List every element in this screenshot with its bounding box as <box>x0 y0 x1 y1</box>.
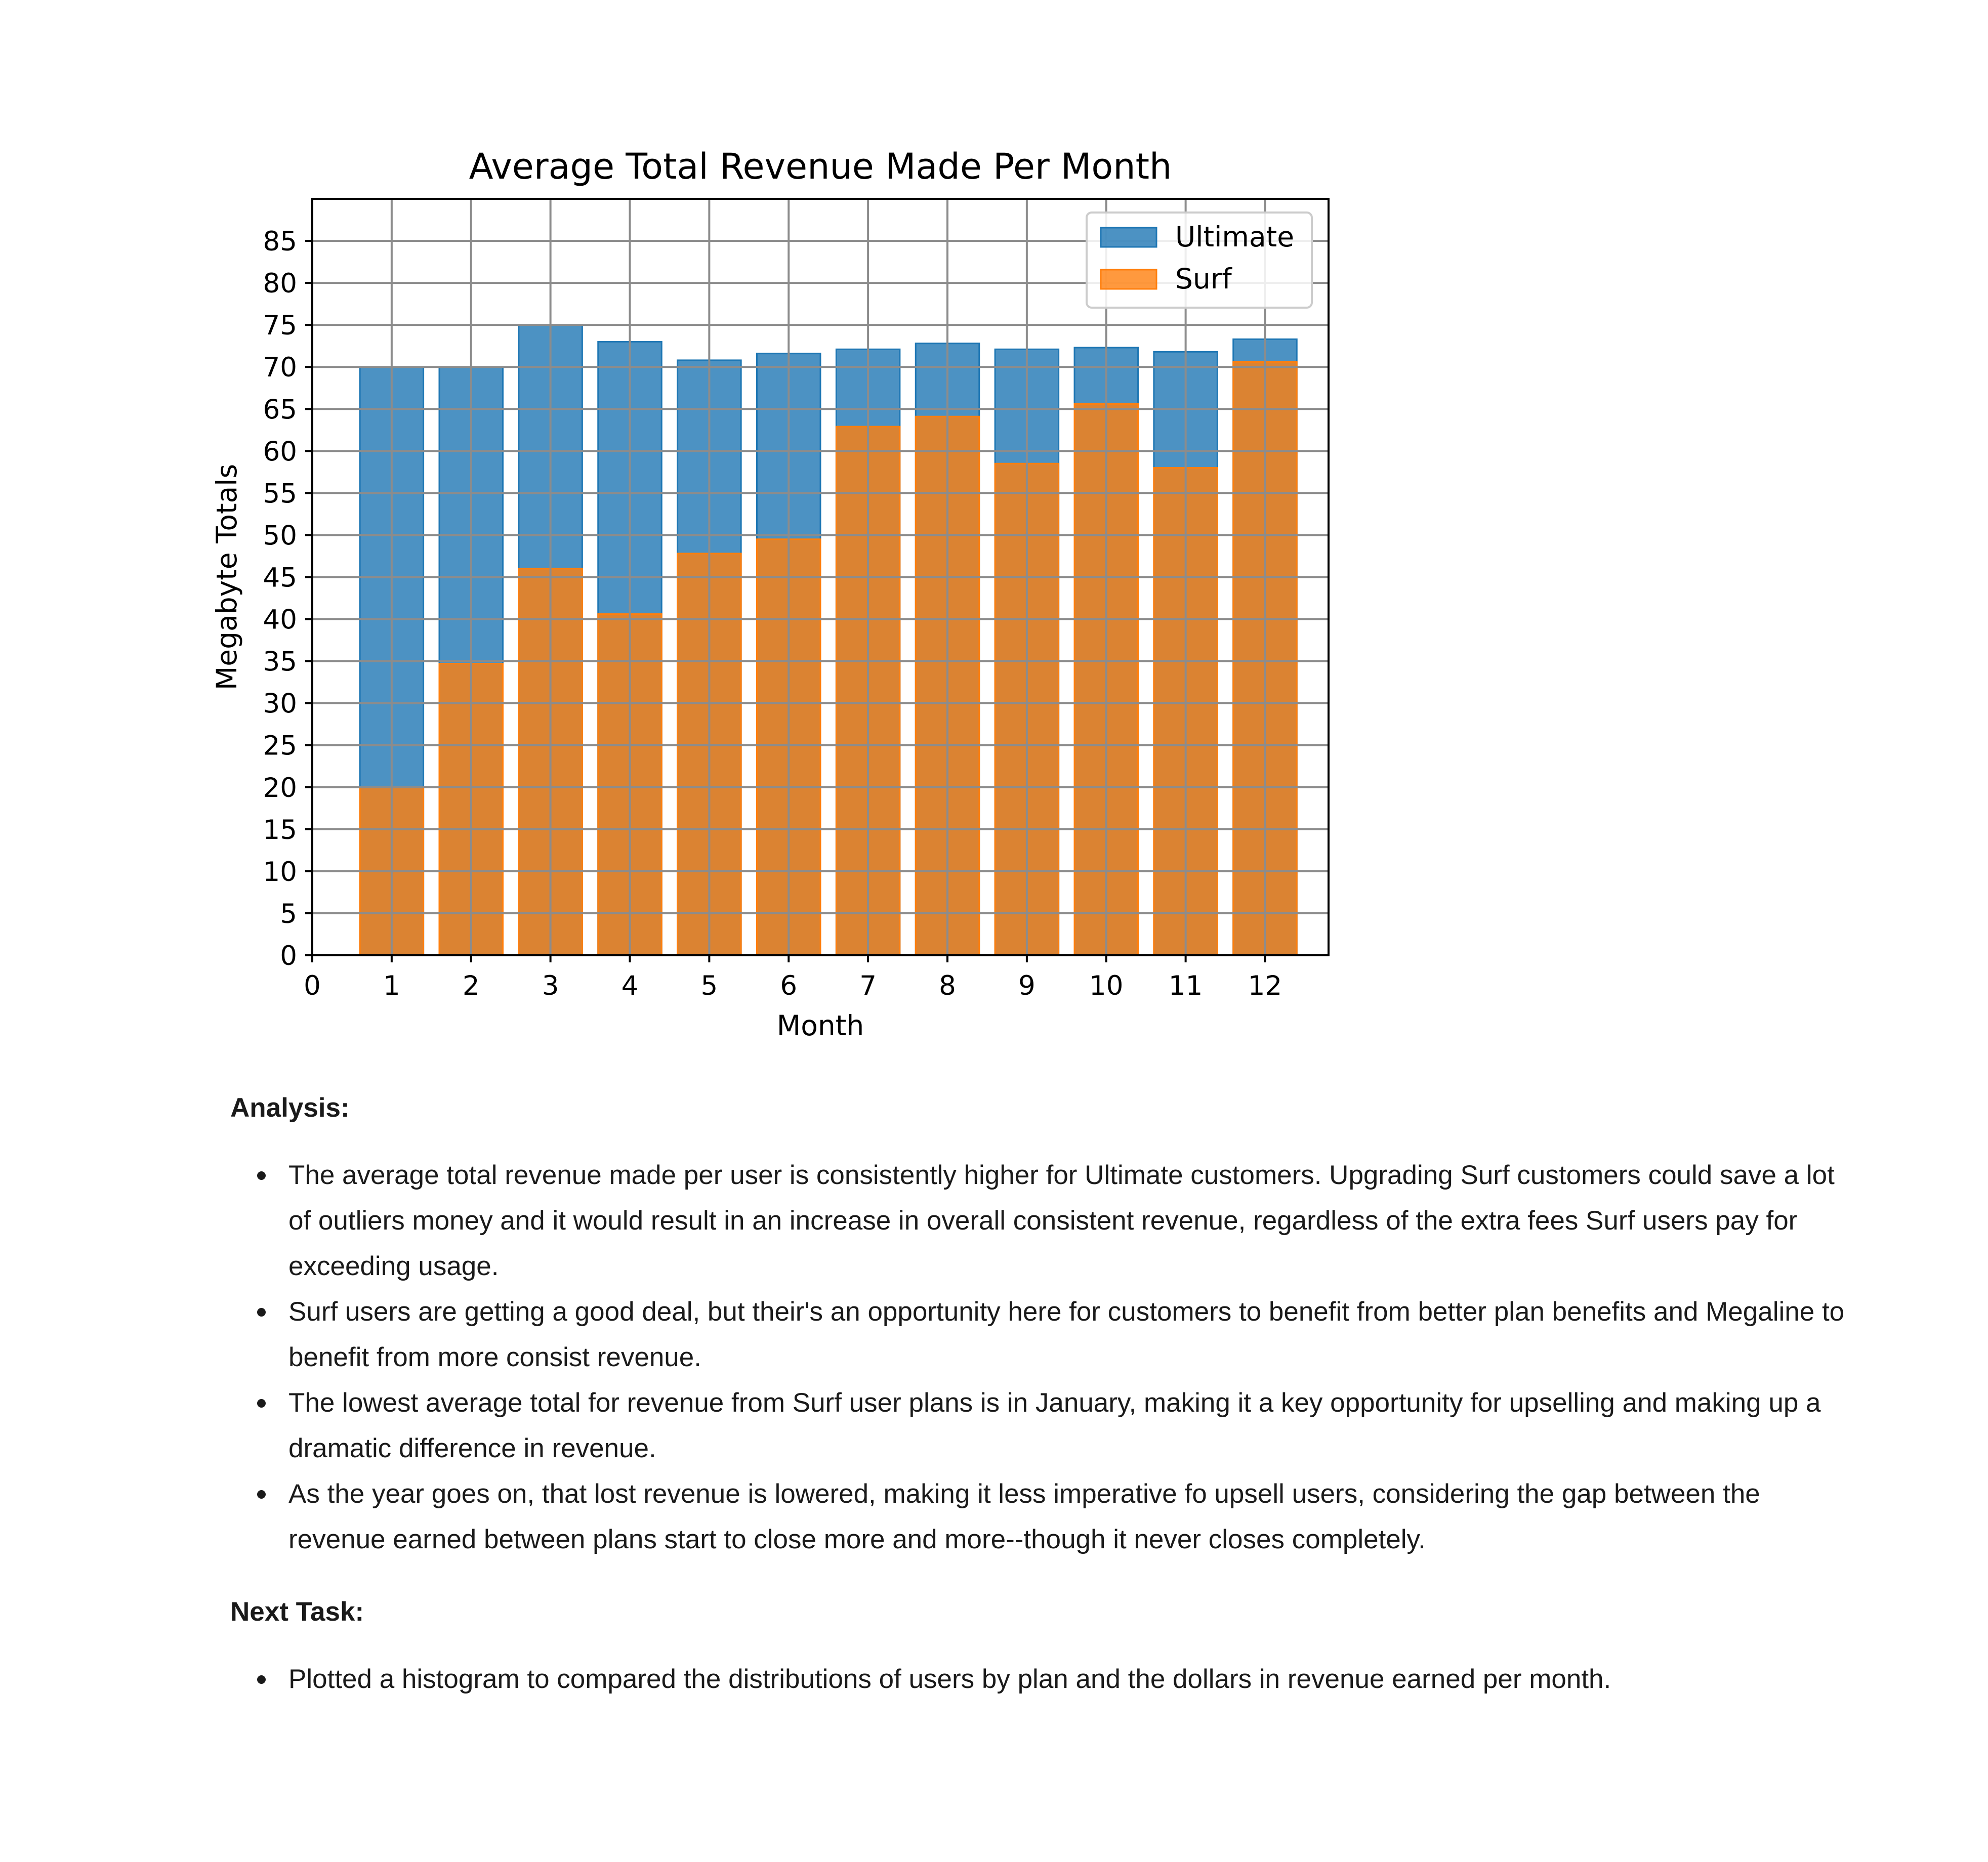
analysis-bullet-text: Surf users are getting a good deal, but their's an opportunity here for customers to benefit from better plan benefits and Megaline to benefit from more consist revenue. <box>288 1297 1845 1372</box>
next-task-list <box>230 1657 1850 1702</box>
notes-section <box>230 1083 1850 1726</box>
y-tick-label: 65 <box>263 394 297 426</box>
legend-surf-swatch <box>1101 270 1156 289</box>
x-tick-label: 0 <box>304 970 321 1001</box>
x-axis-label: Month <box>776 1009 864 1042</box>
analysis-bullet-text: As the year goes on, that lost revenue is lowered, making it less imperative fo upsell users, considering the gap between the revenue earned between plans start to close more and more--though it never closes completely. <box>288 1479 1760 1554</box>
y-tick-label: 85 <box>263 226 297 258</box>
analysis-bullet <box>288 1471 1850 1562</box>
y-tick-label: 40 <box>263 604 297 636</box>
next-task-bullet <box>288 1657 1850 1702</box>
y-tick-label: 15 <box>263 814 297 845</box>
x-tick-label: 9 <box>1018 970 1036 1001</box>
chart-title: Average Total Revenue Made Per Month <box>469 146 1172 187</box>
analysis-bullet-text: The lowest average total for revenue from Surf user plans is in January, making it a key opportunity for upselling and making up a dramatic difference in revenue. <box>288 1388 1821 1463</box>
x-tick-label: 10 <box>1089 970 1124 1001</box>
y-tick-label: 35 <box>263 646 297 678</box>
analysis-bullet <box>288 1153 1850 1289</box>
y-tick-label: 70 <box>263 352 297 384</box>
x-tick-label: 5 <box>700 970 718 1001</box>
legend-surf-label: Surf <box>1175 263 1232 295</box>
y-tick-label: 75 <box>263 310 297 342</box>
next-task-bullet-text: Plotted a histogram to compared the distributions of users by plan and the dollars in revenue earned per month. <box>288 1664 1611 1694</box>
y-axis-label: Megabyte Totals <box>211 463 243 691</box>
y-tick-label: 50 <box>263 520 297 552</box>
y-tick-label: 80 <box>263 268 297 300</box>
legend-ultimate-label: Ultimate <box>1175 221 1295 253</box>
y-tick-label: 10 <box>263 856 297 887</box>
legend-ultimate-swatch <box>1101 228 1156 247</box>
x-tick-label: 2 <box>462 970 480 1001</box>
analysis-heading: Analysis: <box>230 1093 350 1123</box>
y-tick-label: 5 <box>280 898 297 929</box>
x-tick-label: 11 <box>1168 970 1203 1001</box>
analysis-bullet-text: The average total revenue made per user is consistently higher for Ultimate customers. Upgrading Surf customers could save a lot of outliers money and it would result in an increase in overall consistent revenue, regardless of the extra fees Surf users pay for exceeding usage. <box>288 1160 1835 1281</box>
bullet-dot-icon <box>257 1490 266 1499</box>
bullet-dot-icon <box>257 1308 266 1317</box>
y-tick-label: 20 <box>263 772 297 803</box>
y-tick-label: 45 <box>263 562 297 594</box>
next-task-heading: Next Task: <box>230 1597 364 1627</box>
x-tick-label: 1 <box>383 970 400 1001</box>
y-tick-label: 60 <box>263 436 297 468</box>
x-tick-label: 12 <box>1248 970 1282 1001</box>
x-tick-label: 8 <box>939 970 956 1001</box>
x-tick-label: 3 <box>542 970 559 1001</box>
y-tick-label: 55 <box>263 478 297 510</box>
x-tick-label: 4 <box>621 970 639 1001</box>
bullet-dot-icon <box>257 1171 266 1180</box>
bullet-dot-icon <box>257 1675 266 1684</box>
x-tick-label: 7 <box>859 970 877 1001</box>
x-tick-label: 6 <box>780 970 798 1001</box>
y-tick-label: 25 <box>263 730 297 761</box>
bullet-dot-icon <box>257 1399 266 1408</box>
y-tick-label: 0 <box>280 941 297 971</box>
y-tick-label: 30 <box>263 688 297 720</box>
analysis-bullet <box>288 1289 1850 1380</box>
analysis-list <box>230 1153 1850 1562</box>
analysis-bullet <box>288 1380 1850 1471</box>
